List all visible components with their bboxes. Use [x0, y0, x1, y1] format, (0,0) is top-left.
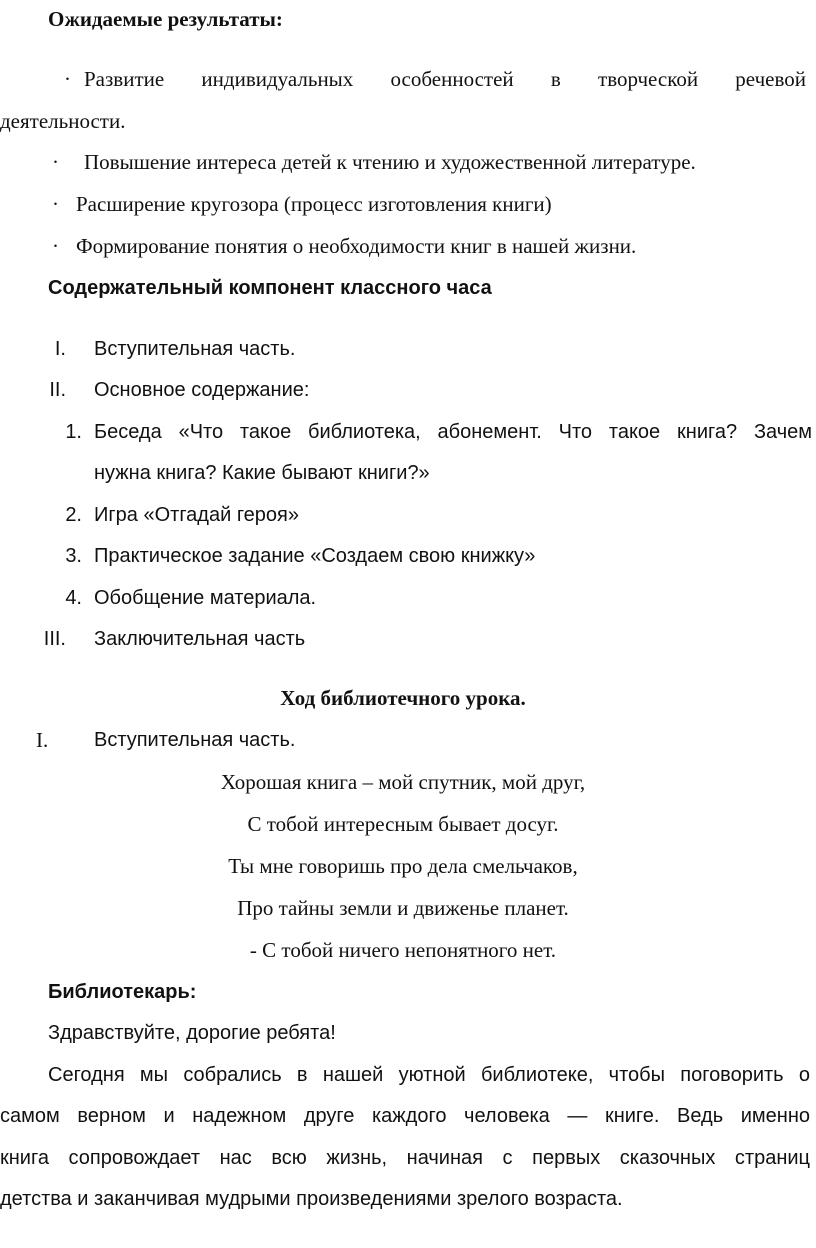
poem-line: Про тайны земли и движенье планет. — [237, 896, 569, 920]
expected-results-heading: Ожидаемые результаты: — [48, 7, 283, 31]
poem-line: - С тобой ничего непонятного нет. — [249, 938, 557, 962]
outline-sub-3: Практическое задание «Создаем свою книжку» — [94, 545, 536, 567]
expected-item-2: Повышение интереса детей к чтению и художественной литературе. — [84, 150, 696, 174]
poem-line: Ты мне говоришь про дела смельчаков, — [228, 854, 578, 878]
roman-numeral: I. — [54, 338, 66, 360]
outline-part-2: Основное содержание: — [94, 379, 310, 401]
speaker-label: Библиотекарь: — [48, 981, 197, 1003]
list-number: 2. — [65, 504, 82, 526]
outline-sub-2: Игра «Отгадай героя» — [94, 504, 299, 526]
roman-numeral: II. — [49, 379, 66, 401]
expected-item-3: Расширение кругозора (процесс изготовления книги) — [76, 192, 552, 216]
outline-part-1: Вступительная часть. — [94, 338, 296, 360]
list-number: 3. — [65, 545, 82, 567]
list-number: 1. — [65, 421, 82, 443]
bullet-icon: · — [64, 67, 71, 91]
expected-item-1-line-1: Развитие индивидуальных особенностей в творческой речевой — [84, 67, 806, 91]
paragraph-line: самом верном и надежном друге каждого человека — книге. Ведь именно — [0, 1105, 810, 1127]
roman-numeral: III. — [43, 628, 66, 650]
expected-item-4: Формирование понятия о необходимости книг в нашей жизни. — [76, 234, 637, 258]
paragraph-line: книга сопровождает нас всю жизнь, начиная с первых сказочных страниц — [0, 1147, 810, 1169]
greeting-text: Здравствуйте, дорогие ребята! — [48, 1022, 336, 1044]
outline-sub-1-line-1: Беседа «Что такое библиотека, абонемент. Что такое книга? Зачем — [94, 421, 812, 443]
lesson-heading: Ход библиотечного урока. — [280, 686, 526, 710]
bullet-icon: · — [52, 234, 59, 258]
paragraph-line: детства и заканчивая мудрыми произведениями зрелого возраста. — [0, 1188, 623, 1210]
lesson-part-1: Вступительная часть. — [94, 729, 296, 751]
paragraph-line: Сегодня мы собрались в нашей уютной библиотеке, чтобы поговорить о — [48, 1064, 810, 1086]
roman-numeral: I. — [36, 728, 49, 752]
expected-item-1-line-2: деятельности. — [0, 109, 126, 133]
poem-line: С тобой интересным бывает досуг. — [247, 812, 559, 836]
outline-part-3: Заключительная часть — [94, 628, 306, 650]
list-number: 4. — [65, 587, 82, 609]
poem-line: Хорошая книга – мой спутник, мой друг, — [220, 770, 586, 794]
bullet-icon: · — [52, 150, 59, 174]
outline-sub-1-line-2: нужна книга? Какие бывают книги?» — [94, 462, 430, 484]
content-heading: Содержательный компонент классного часа — [48, 277, 492, 299]
bullet-icon: · — [52, 192, 59, 216]
outline-sub-4: Обобщение материала. — [94, 587, 317, 609]
